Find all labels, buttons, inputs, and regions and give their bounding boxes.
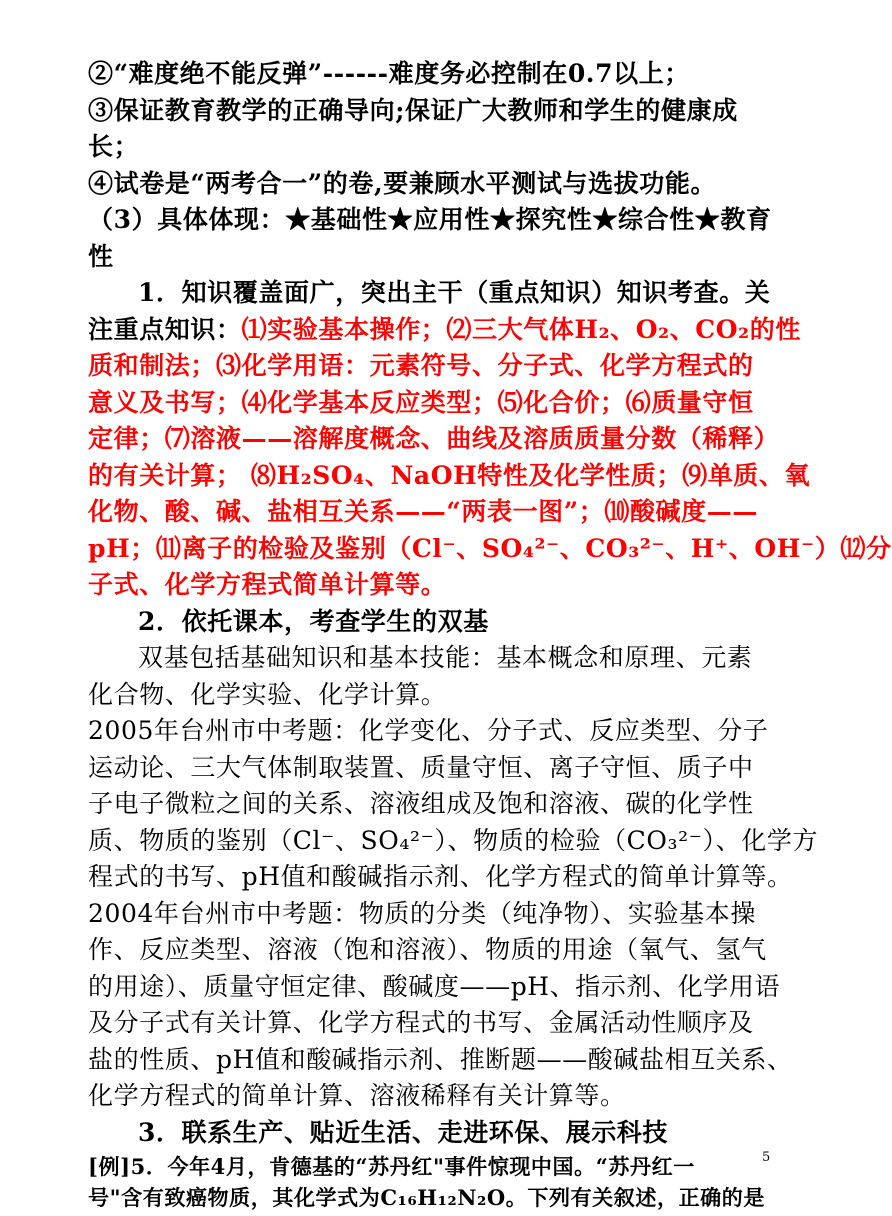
text-line: 2005年台州市中考题：化学变化、分子式、反应类型、分子 bbox=[88, 716, 769, 745]
text-line: ③保证教育教学的正确导向;保证广大教师和学生的健康成 bbox=[88, 95, 738, 125]
text-line: 化学方程式的简单计算、溶液稀释有关计算等。 bbox=[88, 1081, 626, 1110]
text-line: 程式的书写、pH值和酸碱指示剂、化学方程式的简单计算等。 bbox=[88, 862, 793, 891]
text-line bbox=[88, 312, 801, 349]
text-line: 盐的性质、pH值和酸碱指示剂、推断题——酸碱盐相互关系、 bbox=[88, 1044, 793, 1074]
point-heading-3: 3．联系生产、贴近生活、走进环保、展示科技 bbox=[138, 1117, 668, 1147]
text-line: 及分子式有关计算、化学方程式的书写、金属活动性顺序及 bbox=[88, 1008, 754, 1037]
text-line: 作、反应类型、溶液（饱和溶液）、物质的用途（氧气、氢气 bbox=[88, 935, 767, 964]
text-line-red: 意义及书写；⑷化学基本反应类型；⑸化合价；⑹质量守恒 bbox=[88, 387, 754, 417]
point-heading-1: 1．知识覆盖面广，突出主干（重点知识）知识考查。关 bbox=[138, 278, 771, 307]
text-line: 2004年台州市中考题：物质的分类（纯净物）、实验基本操 bbox=[88, 898, 756, 928]
text-line: 质、物质的鉴别（Cl⁻、SO₄²⁻）、物质的检验（CO₃²⁻）、化学方 bbox=[88, 825, 819, 855]
text-line-red: pH；⑾离子的检验及鉴别（Cl⁻、SO₄²⁻、CO₃²⁻、H⁺、OH⁻）⑿分 bbox=[88, 533, 892, 563]
document-page bbox=[88, 56, 892, 1213]
text-line-red: 子式、化学方程式简单计算等。 bbox=[88, 570, 447, 599]
text-line: ④试卷是“两考合一”的卷,要兼顾水平测试与选拔功能。 bbox=[88, 168, 717, 198]
example-line: [例]5．今年4月，肯德基的“苏丹红"事件惊现中国。“苏丹红一 bbox=[88, 1154, 695, 1179]
text-line: 长； bbox=[88, 132, 140, 161]
text-line-red: 的有关计算； ⑻H₂SO₄、NaOH特性及化学性质；⑼单质、氧 bbox=[88, 460, 811, 490]
text-line: 化合物、化学实验、化学计算。 bbox=[88, 679, 447, 709]
text-line-red: 定律；⑺溶液——溶解度概念、曲线及溶质质量分数（稀释） bbox=[88, 424, 780, 453]
text-line-red: 质和制法；⑶化学用语：元素符号、分子式、化学方程式的 bbox=[88, 351, 754, 380]
text-line-red: 化物、酸、碱、盐相互关系——“两表一图”；⑽酸碱度—— bbox=[88, 497, 758, 526]
text-line: 运动论、三大气体制取装置、质量守恒、离子守恒、质子中 bbox=[88, 752, 754, 782]
text-line: 子电子微粒之间的关系、溶液组成及饱和溶液、碳的化学性 bbox=[88, 789, 754, 818]
text-line: 双基包括基础知识和基本技能：基本概念和原理、元素 bbox=[138, 643, 753, 672]
section-heading: （3）具体体现：★基础性★应用性★探究性★综合性★教育 bbox=[88, 205, 772, 234]
text-black: 注重点知识： bbox=[88, 314, 242, 344]
text-line: 性 bbox=[88, 241, 114, 271]
example-line: 号"含有致癌物质，其化学式为C₁₆H₁₂N₂O。下列有关叙述，正确的是 bbox=[88, 1185, 765, 1210]
point-heading-2: 2．依托课本，考查学生的双基 bbox=[138, 606, 489, 636]
text-line: ②“难度绝不能反弹”------难度务必控制在0.7以上； bbox=[88, 59, 690, 88]
text-red: ⑴实验基本操作；⑵三大气体H₂、O₂、CO₂的性 bbox=[241, 314, 801, 344]
page-number: 5 bbox=[762, 1150, 771, 1165]
text-line: 的用途）、质量守恒定律、酸碱度——pH、指示剂、化学用语 bbox=[88, 971, 781, 1001]
